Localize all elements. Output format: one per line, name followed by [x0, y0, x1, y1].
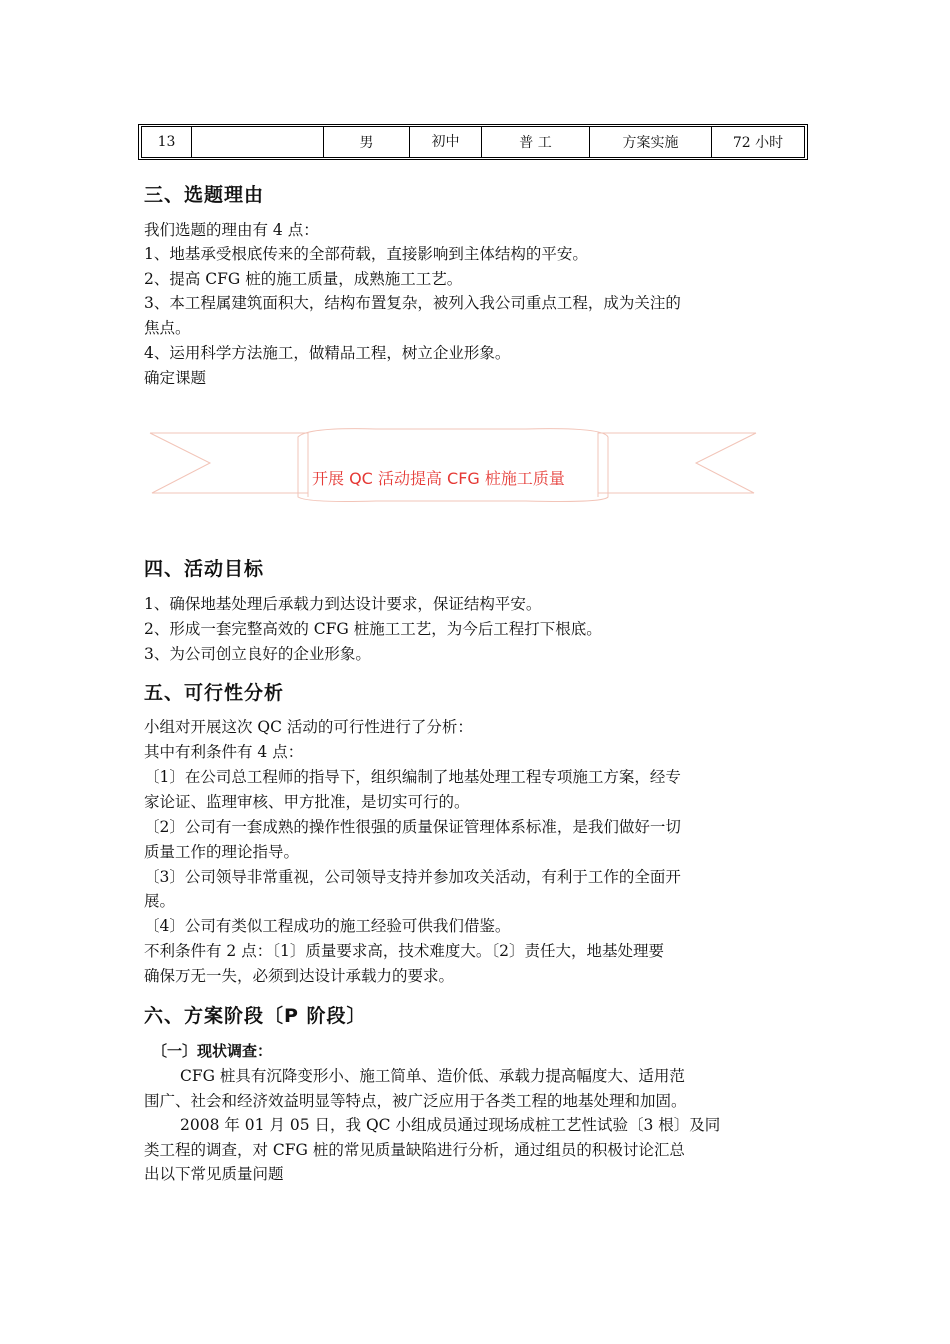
paragraph-line: 2、形成一套完整高效的 CFG 桩施工工艺，为今后工程打下根底。: [144, 620, 602, 638]
table-cell-education: 初中: [410, 127, 482, 157]
paragraph-line: 家论证、监理审核、甲方批准，是切实可行的。: [144, 793, 470, 811]
paragraph-line: 2、提高 CFG 桩的施工质量，成熟施工工艺。: [144, 270, 463, 288]
paragraph-line: 不利条件有 2 点：〔1〕质量要求高，技术难度大。〔2〕责任大，地基处理要: [144, 942, 664, 960]
paragraph-line: 4、运用科学方法施工，做精品工程，树立企业形象。: [144, 344, 511, 362]
paragraph-line: 类工程的调查，对 CFG 桩的常见质量缺陷进行分析，通过组员的积极讨论汇总: [144, 1141, 685, 1159]
paragraph-line: 围广、社会和经济效益明显等特点，被广泛应用于各类工程的地基处理和加固。: [144, 1092, 687, 1110]
banner-title: 开展 QC 活动提高 CFG 桩施工质量: [312, 469, 565, 488]
section-heading-plan-stage: 六、方案阶段〔P 阶段〕: [144, 1005, 367, 1027]
paragraph-line: CFG 桩具有沉降变形小、施工简单、造价低、承载力提高幅度大、适用范: [180, 1067, 685, 1085]
table-cell-gender: 男: [324, 127, 410, 157]
paragraph-line: 小组对开展这次 QC 活动的可行性进行了分析：: [144, 718, 473, 736]
paragraph-line: 3、为公司创立良好的企业形象。: [144, 645, 371, 663]
table-cell-hours: 72 小时: [732, 135, 784, 151]
ribbon-banner: [148, 425, 758, 505]
paragraph-line: 焦点。: [144, 319, 191, 337]
paragraph-line: 展。: [144, 892, 176, 910]
paragraph-line: 1、地基承受根底传来的全部荷载，直接影响到主体结构的平安。: [144, 245, 588, 263]
paragraph-line: 〔1〕在公司总工程师的指导下，组织编制了地基处理工程专项施工方案，经专: [144, 768, 681, 786]
table-cell-name: [192, 127, 324, 157]
paragraph-line: 出以下常见质量问题: [144, 1165, 284, 1183]
subsection-heading-current-survey: 〔一〕现状调查：: [152, 1042, 273, 1060]
table-cell-task: 方案实施: [590, 127, 712, 157]
paragraph-line: 3、本工程属建筑面积大，结构布置复杂，被列入我公司重点工程，成为关注的: [144, 294, 681, 312]
paragraph-line: 2008 年 01 月 05 日，我 QC 小组成员通过现场成桩工艺性试验〔3 根〕及同: [180, 1116, 721, 1134]
member-table-row: [138, 124, 808, 160]
paragraph-line: 〔2〕公司有一套成熟的操作性很强的质量保证管理体系标准，是我们做好一切: [144, 818, 681, 836]
paragraph-line: 质量工作的理论指导。: [144, 843, 300, 861]
paragraph-line: 〔4〕公司有类似工程成功的施工经验可供我们借鉴。: [144, 917, 511, 935]
paragraph-line: 确定课题: [144, 369, 207, 387]
paragraph-line: 〔3〕公司领导非常重视，公司领导支持并参加攻关活动，有利于工作的全面开: [144, 868, 681, 886]
paragraph-line: 我们选题的理由有 4 点：: [144, 221, 319, 239]
paragraph-line: 1、确保地基处理后承载力到达设计要求，保证结构平安。: [144, 595, 542, 613]
table-cell-role: 普 工: [482, 127, 590, 157]
paragraph-line: 其中有利条件有 4 点：: [144, 743, 304, 761]
section-heading-topic-reason: 三、选题理由: [144, 184, 265, 206]
section-heading-feasibility: 五、可行性分析: [144, 682, 285, 704]
paragraph-line: 确保万无一失，必须到达设计承载力的要求。: [144, 967, 455, 985]
section-heading-activity-goals: 四、活动目标: [144, 558, 265, 580]
table-cell-no: 13: [142, 127, 192, 157]
